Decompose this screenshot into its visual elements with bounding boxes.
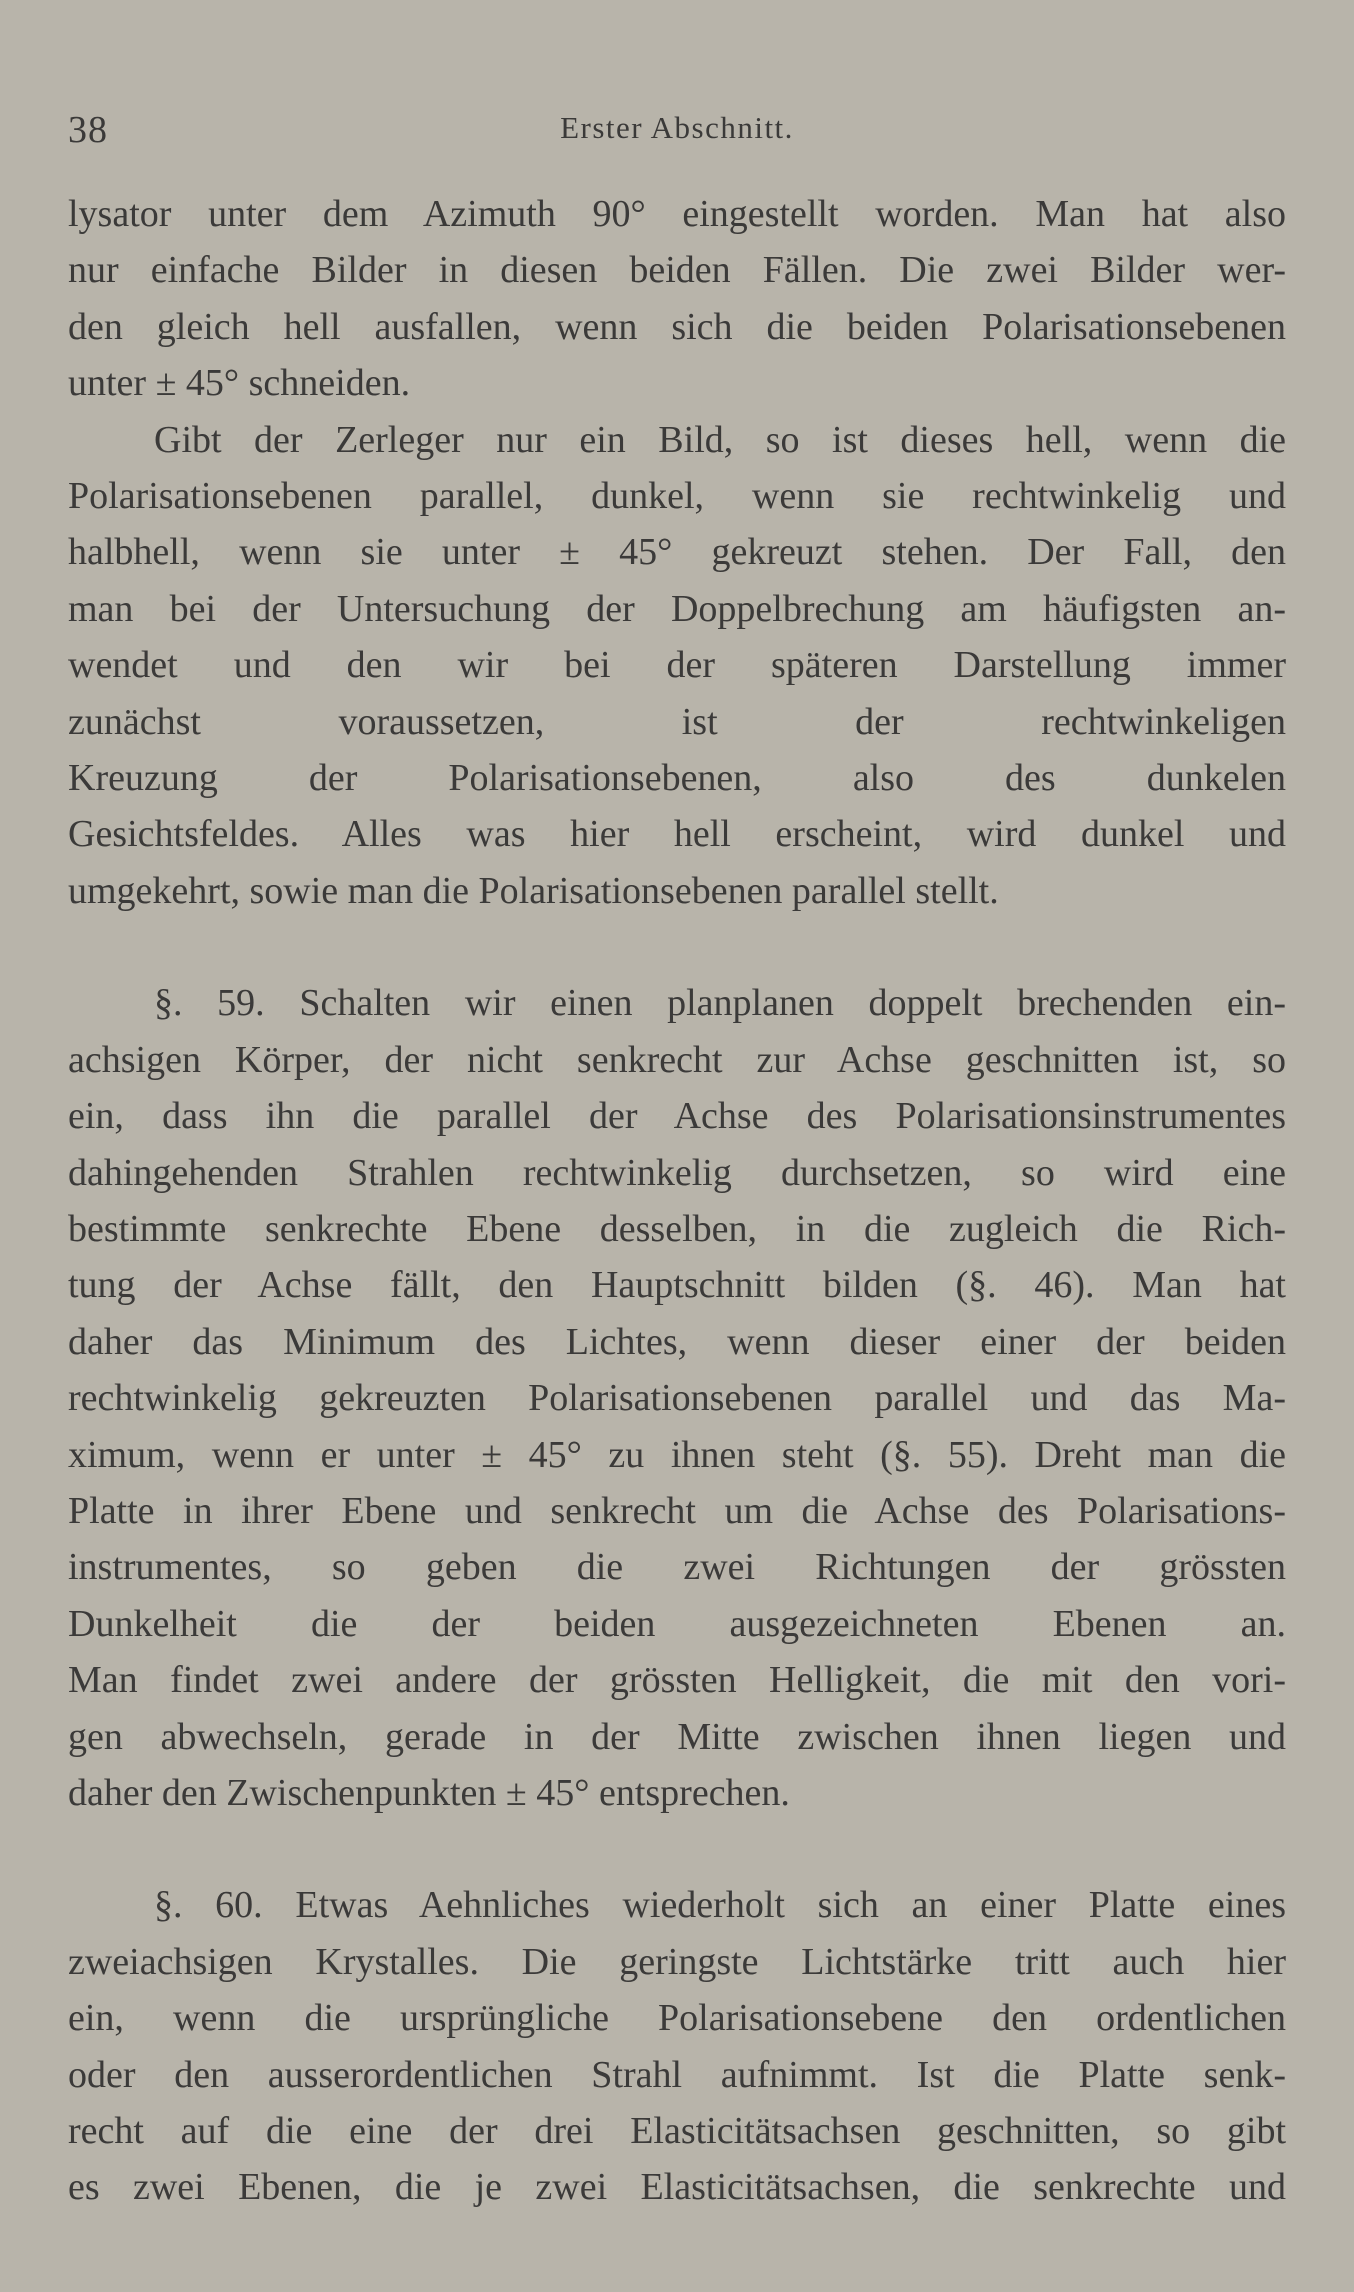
text-line: zweiachsigen Krystalles. Die geringste Lichtstärke tritt auch hier: [68, 1940, 1286, 1983]
text-line: ein, wenn die ursprüngliche Polarisationsebene den ordentlichen: [68, 1997, 1286, 2040]
text-line: nur einfache Bilder in diesen beiden Fällen. Die zwei Bilder wer-: [68, 249, 1286, 292]
text-line: halbhell, wenn sie unter ± 45° gekreuzt stehen. Der Fall, den: [68, 531, 1286, 574]
text-line: lysator unter dem Azimuth 90° eingestellt worden. Man hat also: [68, 193, 1286, 235]
text-line: §. 59. Schalten wir einen planplanen doppelt brechenden ein-: [154, 982, 1286, 1025]
paragraph: [68, 186, 1286, 412]
text-line: achsigen Körper, der nicht senkrecht zur Achse geschnitten ist, so: [68, 1038, 1286, 1081]
running-head: Erster Abschnitt.: [560, 110, 794, 145]
text-line: bestimmte senkrechte Ebene desselben, in die zugleich die Rich-: [68, 1207, 1286, 1250]
text-line: daher den Zwischenpunkten ± 45° entsprechen.: [68, 1771, 790, 1814]
text-line: den gleich hell ausfallen, wenn sich die beiden Polarisationsebenen: [68, 305, 1286, 348]
text-line: Man findet zwei andere der grössten Helligkeit, die mit den vori-: [68, 1659, 1286, 1702]
text-line: unter ± 45° schneiden.: [68, 362, 411, 405]
text-line: instrumentes, so geben die zwei Richtungen der grössten: [68, 1546, 1286, 1589]
text-line: ein, dass ihn die parallel der Achse des Polarisationsinstrumentes: [68, 1095, 1286, 1138]
text-line: Gibt der Zerleger nur ein Bild, so ist dieses hell, wenn die: [154, 418, 1286, 461]
body-text: [68, 186, 1286, 2216]
text-line: ximum, wenn er unter ± 45° zu ihnen steht (§. 55). Dreht man die: [68, 1433, 1286, 1476]
text-line: tung der Achse fällt, den Hauptschnitt bilden (§. 46). Man hat: [68, 1264, 1286, 1307]
section-60: [68, 1877, 1286, 2215]
text-line: man bei der Untersuchung der Doppelbrechung am häufigsten an-: [68, 587, 1286, 630]
text-line: zunächst voraussetzen, ist der rechtwinkeligen: [68, 700, 1286, 743]
paragraph: [68, 412, 1286, 920]
page-number: 38: [68, 109, 108, 151]
text-line: gen abwechseln, gerade in der Mitte zwischen ihnen liegen und: [68, 1715, 1286, 1758]
text-line: daher das Minimum des Lichtes, wenn dieser einer der beiden: [68, 1320, 1286, 1363]
text-line: wendet und den wir bei der späteren Darstellung immer: [68, 644, 1286, 687]
text-line: dahingehenden Strahlen rechtwinkelig durchsetzen, so wird eine: [68, 1151, 1286, 1194]
text-line: Gesichtsfeldes. Alles was hier hell erscheint, wird dunkel und: [68, 813, 1286, 856]
text-line: Dunkelheit die der beiden ausgezeichneten Ebenen an.: [68, 1602, 1286, 1645]
text-line: rechtwinkelig gekreuzten Polarisationsebenen parallel und das Ma-: [68, 1377, 1286, 1420]
page-header: [68, 108, 1286, 158]
text-line: oder den ausserordentlichen Strahl aufnimmt. Ist die Platte senk-: [68, 2053, 1286, 2096]
text-line: Polarisationsebenen parallel, dunkel, wenn sie rechtwinkelig und: [68, 475, 1286, 518]
section-59: [68, 975, 1286, 1821]
text-line: Kreuzung der Polarisationsebenen, also des dunkelen: [68, 757, 1286, 800]
paragraph-gap: [68, 919, 1286, 975]
paragraph-gap: [68, 1821, 1286, 1877]
text-line: recht auf die eine der drei Elasticitätsachsen geschnitten, so gibt: [68, 2110, 1286, 2152]
text-line: Platte in ihrer Ebene und senkrecht um die Achse des Polarisations-: [68, 1489, 1286, 1532]
text-line: es zwei Ebenen, die je zwei Elasticitätsachsen, die senkrechte und: [68, 2166, 1286, 2209]
text-line: §. 60. Etwas Aehnliches wiederholt sich an einer Platte eines: [154, 1884, 1286, 1927]
text-line: umgekehrt, sowie man die Polarisationsebenen parallel stellt.: [68, 869, 999, 912]
